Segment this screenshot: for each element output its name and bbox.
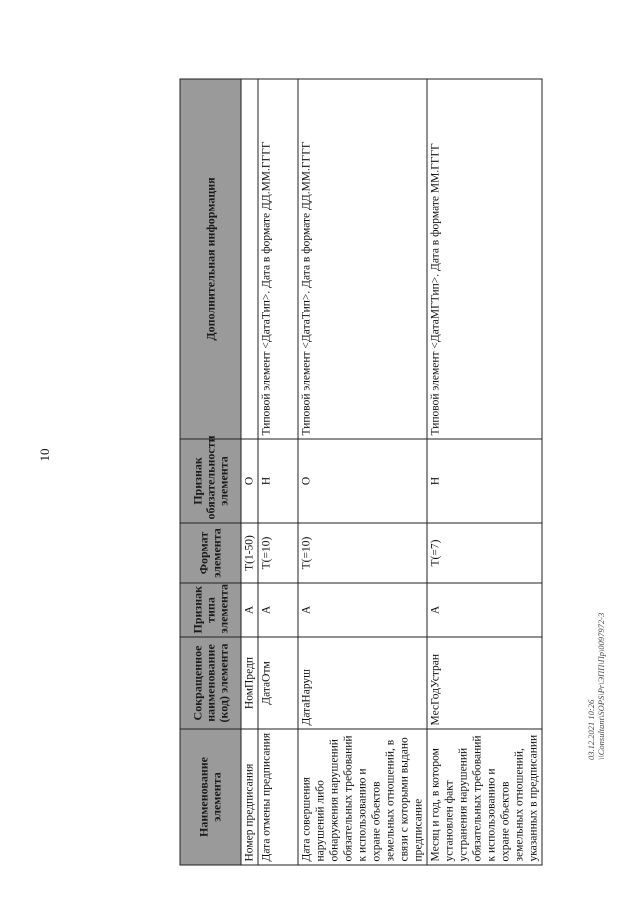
cell-element-name: Дата совершения нарушений либо обнаружения нарушений обязательных требований к использованию и охране объектов земельных отношений, в связи с которыми выдано предписание (298, 729, 427, 865)
table-header-row (180, 79, 241, 865)
print-stamp-path: \\Consultant\SOPS\Pr\ЭПП\Пр\0097972-3 (596, 612, 606, 760)
header-additional-info: Дополнительная информация (180, 79, 241, 439)
cell-short-code: МесГодУстран (427, 637, 542, 729)
cell-required-flag: Н (258, 439, 298, 523)
print-stamp-date: 03.12.2021 10:26 (586, 699, 596, 760)
cell-type-flag: А (298, 583, 427, 637)
cell-short-code: ДатаОтм (258, 637, 298, 729)
header-element-name: Наименование элемента (180, 729, 241, 865)
header-format: Формат элемента (180, 523, 241, 583)
cell-format: T(=10) (298, 523, 427, 583)
page-number: 10 (37, 448, 52, 462)
cell-format: T(=7) (427, 523, 542, 583)
header-required-flag: Признак обязательности элемента (180, 439, 241, 523)
cell-type-flag: А (427, 583, 542, 637)
cell-type-flag: А (258, 583, 298, 637)
cell-short-code: ДатаНаруш (298, 637, 427, 729)
cell-format: T(=10) (258, 523, 298, 583)
cell-element-name: Номер предписания (241, 729, 258, 865)
cell-additional-info: Типовой элемент <ДатаМГТип>. Дата в формате ММ.ГГГГ (427, 79, 542, 439)
cell-element-name: Месяц и год, в котором установлен факт устранения нарушений обязательных требований к использованию и охране объектов земельных отношений, указанных в предписании (427, 729, 542, 865)
header-short-code: Сокращенное наименование (код) элемента (180, 637, 241, 729)
cell-element-name: Дата отмены предписания (258, 729, 298, 865)
element-table (180, 78, 543, 865)
table-row (298, 79, 427, 865)
cell-required-flag: Н (427, 439, 542, 523)
cell-type-flag: А (241, 583, 258, 637)
header-type-flag: Признак типа элемента (180, 583, 241, 637)
cell-additional-info (241, 79, 258, 439)
cell-required-flag: О (298, 439, 427, 523)
table-row (241, 79, 258, 865)
cell-format: T(1-50) (241, 523, 258, 583)
print-stamp (586, 612, 606, 760)
cell-required-flag: О (241, 439, 258, 523)
cell-short-code: НомПредп (241, 637, 258, 729)
cell-additional-info: Типовой элемент <ДатаТип>. Дата в формате ДД.ММ.ГГГГ (298, 79, 427, 439)
rotated-table-container (180, 79, 540, 865)
table-row (427, 79, 542, 865)
table-row (258, 79, 298, 865)
cell-additional-info: Типовой элемент <ДатаТип>. Дата в формате ДД.ММ.ГГГГ (258, 79, 298, 439)
